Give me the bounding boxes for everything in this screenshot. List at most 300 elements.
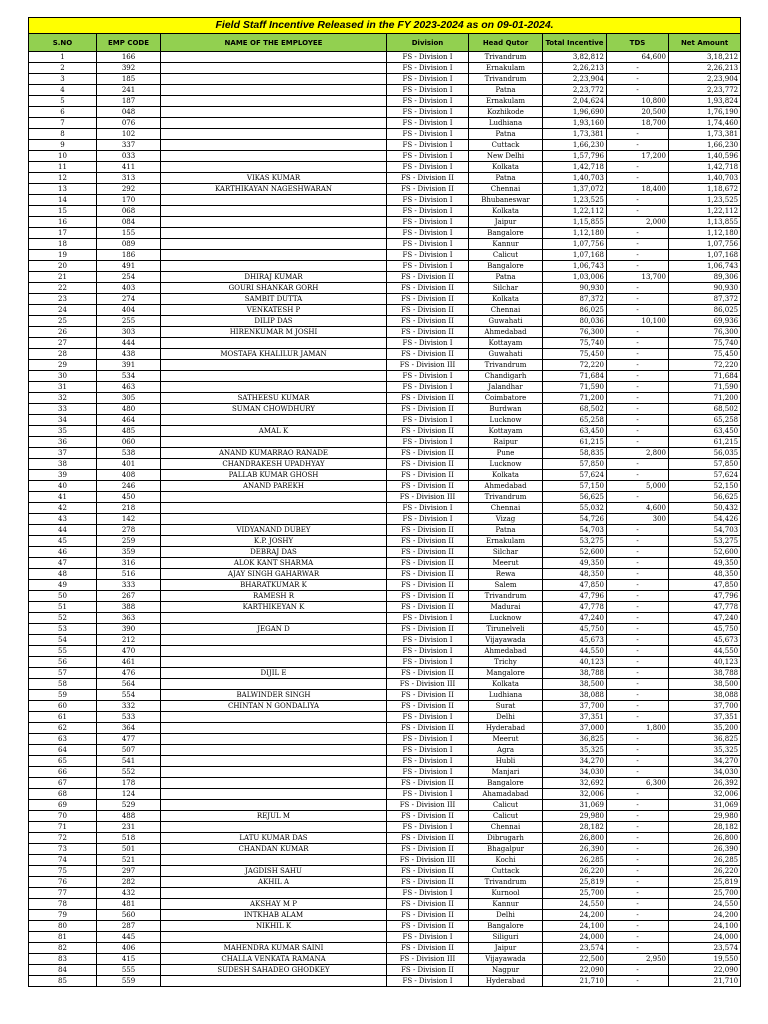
cell-net-amount: 1,13,855	[669, 217, 741, 228]
cell-total-incentive: 71,590	[543, 382, 607, 393]
cell-total-incentive: 37,351	[543, 712, 607, 723]
cell-emp-code: 332	[97, 701, 161, 712]
cell-emp-code: 445	[97, 932, 161, 943]
cell-tds: 2,950	[607, 954, 669, 965]
cell-total-incentive: 37,000	[543, 723, 607, 734]
cell-net-amount: 32,006	[669, 789, 741, 800]
cell-head-qutor: Kottayam	[469, 338, 543, 349]
cell-employee-name	[161, 800, 387, 811]
cell-sno: 7	[29, 118, 97, 129]
cell-employee-name	[161, 415, 387, 426]
cell-total-incentive: 1,42,718	[543, 162, 607, 173]
cell-net-amount: 25,700	[669, 888, 741, 899]
cell-emp-code: 267	[97, 591, 161, 602]
cell-sno: 80	[29, 921, 97, 932]
cell-tds: -	[607, 305, 669, 316]
cell-division: FS - Division II	[387, 778, 469, 789]
cell-total-incentive: 56,625	[543, 492, 607, 503]
table-row	[29, 668, 741, 679]
cell-tds: -	[607, 646, 669, 657]
cell-division: FS - Division III	[387, 360, 469, 371]
cell-employee-name: JAGDISH SAHU	[161, 866, 387, 877]
cell-total-incentive: 45,673	[543, 635, 607, 646]
cell-net-amount: 1,66,230	[669, 140, 741, 151]
cell-net-amount: 35,200	[669, 723, 741, 734]
cell-division: FS - Division I	[387, 371, 469, 382]
cell-head-qutor: Kolkata	[469, 162, 543, 173]
table-row	[29, 734, 741, 745]
cell-employee-name	[161, 360, 387, 371]
cell-head-qutor: Chennai	[469, 305, 543, 316]
cell-total-incentive: 34,030	[543, 767, 607, 778]
cell-emp-code: 481	[97, 899, 161, 910]
cell-net-amount: 26,392	[669, 778, 741, 789]
cell-division: FS - Division I	[387, 789, 469, 800]
cell-emp-code: 476	[97, 668, 161, 679]
cell-tds: -	[607, 569, 669, 580]
table-row	[29, 899, 741, 910]
cell-total-incentive: 24,550	[543, 899, 607, 910]
cell-total-incentive: 22,090	[543, 965, 607, 976]
table-row	[29, 591, 741, 602]
cell-head-qutor: Kolkata	[469, 679, 543, 690]
cell-emp-code: 241	[97, 85, 161, 96]
cell-head-qutor: Silchar	[469, 547, 543, 558]
cell-sno: 77	[29, 888, 97, 899]
cell-total-incentive: 65,258	[543, 415, 607, 426]
cell-tds: -	[607, 965, 669, 976]
cell-net-amount: 3,18,212	[669, 52, 741, 63]
cell-division: FS - Division I	[387, 437, 469, 448]
cell-total-incentive: 68,502	[543, 404, 607, 415]
cell-emp-code: 155	[97, 228, 161, 239]
table-row	[29, 503, 741, 514]
cell-emp-code: 185	[97, 74, 161, 85]
table-row	[29, 800, 741, 811]
cell-tds: -	[607, 349, 669, 360]
cell-emp-code: 477	[97, 734, 161, 745]
cell-division: FS - Division I	[387, 503, 469, 514]
cell-division: FS - Division II	[387, 294, 469, 305]
cell-tds: -	[607, 899, 669, 910]
cell-total-incentive: 1,12,180	[543, 228, 607, 239]
cell-tds: 5,000	[607, 481, 669, 492]
cell-emp-code: 068	[97, 206, 161, 217]
cell-division: FS - Division II	[387, 470, 469, 481]
cell-tds: -	[607, 74, 669, 85]
cell-net-amount: 53,275	[669, 536, 741, 547]
cell-employee-name	[161, 217, 387, 228]
cell-emp-code: 060	[97, 437, 161, 448]
table-row	[29, 118, 741, 129]
table-row	[29, 305, 741, 316]
table-row	[29, 624, 741, 635]
cell-tds: -	[607, 206, 669, 217]
table-row	[29, 85, 741, 96]
table-row	[29, 525, 741, 536]
cell-sno: 10	[29, 151, 97, 162]
cell-total-incentive: 2,26,213	[543, 63, 607, 74]
cell-sno: 50	[29, 591, 97, 602]
cell-sno: 56	[29, 657, 97, 668]
cell-emp-code: 274	[97, 294, 161, 305]
cell-net-amount: 38,088	[669, 690, 741, 701]
cell-tds: -	[607, 602, 669, 613]
cell-division: FS - Division II	[387, 921, 469, 932]
cell-employee-name	[161, 745, 387, 756]
cell-total-incentive: 28,182	[543, 822, 607, 833]
cell-sno: 13	[29, 184, 97, 195]
cell-sno: 82	[29, 943, 97, 954]
cell-head-qutor: Kannur	[469, 239, 543, 250]
header-tds: TDS	[607, 34, 669, 52]
cell-head-qutor: Cuttack	[469, 866, 543, 877]
cell-division: FS - Division II	[387, 184, 469, 195]
cell-division: FS - Division I	[387, 745, 469, 756]
cell-employee-name: VENKATESH P	[161, 305, 387, 316]
cell-head-qutor: Kannur	[469, 899, 543, 910]
cell-employee-name	[161, 250, 387, 261]
table-row	[29, 327, 741, 338]
cell-tds: -	[607, 470, 669, 481]
cell-net-amount: 47,796	[669, 591, 741, 602]
cell-emp-code: 438	[97, 349, 161, 360]
header-net-amount: Net Amount	[669, 34, 741, 52]
cell-sno: 24	[29, 305, 97, 316]
table-row	[29, 822, 741, 833]
cell-division: FS - Division II	[387, 349, 469, 360]
table-row	[29, 536, 741, 547]
cell-emp-code: 303	[97, 327, 161, 338]
cell-tds: -	[607, 921, 669, 932]
cell-total-incentive: 32,692	[543, 778, 607, 789]
cell-division: FS - Division II	[387, 448, 469, 459]
cell-emp-code: 538	[97, 448, 161, 459]
cell-head-qutor: Lucknow	[469, 459, 543, 470]
cell-net-amount: 61,215	[669, 437, 741, 448]
cell-net-amount: 1,18,672	[669, 184, 741, 195]
cell-employee-name	[161, 107, 387, 118]
cell-emp-code: 391	[97, 360, 161, 371]
cell-net-amount: 1,22,112	[669, 206, 741, 217]
cell-division: FS - Division I	[387, 734, 469, 745]
cell-net-amount: 1,40,703	[669, 173, 741, 184]
cell-net-amount: 1,40,596	[669, 151, 741, 162]
cell-tds: -	[607, 228, 669, 239]
cell-head-qutor: Kozhikode	[469, 107, 543, 118]
cell-total-incentive: 1,03,006	[543, 272, 607, 283]
table-row	[29, 745, 741, 756]
cell-emp-code: 516	[97, 569, 161, 580]
cell-net-amount: 24,100	[669, 921, 741, 932]
cell-sno: 38	[29, 459, 97, 470]
cell-emp-code: 533	[97, 712, 161, 723]
cell-emp-code: 555	[97, 965, 161, 976]
cell-head-qutor: Patna	[469, 173, 543, 184]
cell-division: FS - Division I	[387, 415, 469, 426]
cell-tds: -	[607, 393, 669, 404]
cell-total-incentive: 25,819	[543, 877, 607, 888]
cell-net-amount: 1,23,525	[669, 195, 741, 206]
cell-tds: -	[607, 338, 669, 349]
cell-sno: 19	[29, 250, 97, 261]
table-row	[29, 932, 741, 943]
cell-employee-name	[161, 118, 387, 129]
cell-tds: -	[607, 261, 669, 272]
cell-head-qutor: Ahmedabad	[469, 646, 543, 657]
cell-total-incentive: 26,285	[543, 855, 607, 866]
cell-employee-name: RAMESH R	[161, 591, 387, 602]
cell-employee-name	[161, 822, 387, 833]
cell-tds: -	[607, 712, 669, 723]
cell-head-qutor: Tirunelveli	[469, 624, 543, 635]
cell-employee-name	[161, 635, 387, 646]
cell-employee-name	[161, 382, 387, 393]
cell-tds: -	[607, 591, 669, 602]
cell-total-incentive: 38,788	[543, 668, 607, 679]
cell-sno: 60	[29, 701, 97, 712]
cell-sno: 45	[29, 536, 97, 547]
cell-total-incentive: 40,123	[543, 657, 607, 668]
cell-tds: -	[607, 811, 669, 822]
cell-net-amount: 45,673	[669, 635, 741, 646]
cell-total-incentive: 87,372	[543, 294, 607, 305]
cell-sno: 59	[29, 690, 97, 701]
cell-head-qutor: Trivandrum	[469, 591, 543, 602]
cell-emp-code: 461	[97, 657, 161, 668]
cell-net-amount: 90,930	[669, 283, 741, 294]
table-row	[29, 96, 741, 107]
cell-head-qutor: Patna	[469, 129, 543, 140]
cell-total-incentive: 26,800	[543, 833, 607, 844]
cell-sno: 81	[29, 932, 97, 943]
cell-total-incentive: 76,300	[543, 327, 607, 338]
cell-emp-code: 444	[97, 338, 161, 349]
table-row	[29, 602, 741, 613]
incentive-table	[28, 17, 741, 987]
cell-sno: 71	[29, 822, 97, 833]
cell-net-amount: 57,624	[669, 470, 741, 481]
cell-sno: 44	[29, 525, 97, 536]
cell-net-amount: 2,23,772	[669, 85, 741, 96]
cell-total-incentive: 2,23,904	[543, 74, 607, 85]
cell-tds: 18,700	[607, 118, 669, 129]
cell-division: FS - Division II	[387, 833, 469, 844]
cell-tds: -	[607, 250, 669, 261]
cell-employee-name: JEGAN D	[161, 624, 387, 635]
cell-sno: 35	[29, 426, 97, 437]
cell-sno: 9	[29, 140, 97, 151]
cell-net-amount: 28,182	[669, 822, 741, 833]
cell-employee-name: DEBRAJ DAS	[161, 547, 387, 558]
cell-division: FS - Division I	[387, 118, 469, 129]
cell-sno: 29	[29, 360, 97, 371]
cell-sno: 36	[29, 437, 97, 448]
cell-employee-name: CHANDRAKESH UPADHYAY	[161, 459, 387, 470]
cell-sno: 37	[29, 448, 97, 459]
cell-tds: -	[607, 162, 669, 173]
table-row	[29, 151, 741, 162]
cell-emp-code: 464	[97, 415, 161, 426]
cell-sno: 76	[29, 877, 97, 888]
cell-division: FS - Division II	[387, 965, 469, 976]
cell-division: FS - Division I	[387, 85, 469, 96]
cell-total-incentive: 47,778	[543, 602, 607, 613]
cell-net-amount: 38,500	[669, 679, 741, 690]
cell-tds: -	[607, 734, 669, 745]
cell-net-amount: 86,025	[669, 305, 741, 316]
cell-net-amount: 1,76,190	[669, 107, 741, 118]
cell-employee-name	[161, 778, 387, 789]
table-row	[29, 283, 741, 294]
cell-emp-code: 463	[97, 382, 161, 393]
table-row	[29, 107, 741, 118]
cell-head-qutor: Mangalore	[469, 668, 543, 679]
cell-division: FS - Division II	[387, 624, 469, 635]
table-row	[29, 63, 741, 74]
cell-tds: -	[607, 525, 669, 536]
cell-division: FS - Division II	[387, 690, 469, 701]
cell-net-amount: 1,07,756	[669, 239, 741, 250]
cell-net-amount: 57,850	[669, 459, 741, 470]
cell-net-amount: 47,778	[669, 602, 741, 613]
cell-head-qutor: Trivandrum	[469, 877, 543, 888]
cell-employee-name	[161, 789, 387, 800]
cell-tds: -	[607, 492, 669, 503]
cell-total-incentive: 75,740	[543, 338, 607, 349]
cell-tds: -	[607, 415, 669, 426]
table-row	[29, 470, 741, 481]
cell-total-incentive: 36,825	[543, 734, 607, 745]
cell-net-amount: 22,090	[669, 965, 741, 976]
cell-emp-code: 470	[97, 646, 161, 657]
cell-division: FS - Division II	[387, 558, 469, 569]
cell-sno: 14	[29, 195, 97, 206]
cell-head-qutor: Pune	[469, 448, 543, 459]
cell-head-qutor: Lucknow	[469, 415, 543, 426]
cell-emp-code: 363	[97, 613, 161, 624]
cell-division: FS - Division I	[387, 932, 469, 943]
cell-sno: 6	[29, 107, 97, 118]
cell-net-amount: 2,23,904	[669, 74, 741, 85]
cell-net-amount: 24,200	[669, 910, 741, 921]
cell-head-qutor: Chennai	[469, 822, 543, 833]
cell-total-incentive: 1,96,690	[543, 107, 607, 118]
table-row	[29, 228, 741, 239]
cell-emp-code: 488	[97, 811, 161, 822]
cell-employee-name	[161, 206, 387, 217]
cell-employee-name: CHALLA VENKATA RAMANA	[161, 954, 387, 965]
cell-division: FS - Division I	[387, 151, 469, 162]
cell-division: FS - Division II	[387, 547, 469, 558]
cell-head-qutor: Coimbatore	[469, 393, 543, 404]
cell-emp-code: 415	[97, 954, 161, 965]
cell-net-amount: 29,980	[669, 811, 741, 822]
cell-tds: -	[607, 701, 669, 712]
cell-total-incentive: 38,088	[543, 690, 607, 701]
cell-head-qutor: Ernakulam	[469, 96, 543, 107]
cell-employee-name	[161, 712, 387, 723]
table-row	[29, 547, 741, 558]
cell-employee-name	[161, 492, 387, 503]
cell-emp-code: 102	[97, 129, 161, 140]
cell-head-qutor: Bangalore	[469, 778, 543, 789]
table-row	[29, 294, 741, 305]
cell-tds: -	[607, 283, 669, 294]
cell-sno: 62	[29, 723, 97, 734]
cell-tds: 18,400	[607, 184, 669, 195]
cell-head-qutor: Cuttack	[469, 140, 543, 151]
cell-division: FS - Division II	[387, 866, 469, 877]
cell-total-incentive: 61,215	[543, 437, 607, 448]
cell-total-incentive: 1,15,855	[543, 217, 607, 228]
cell-net-amount: 25,819	[669, 877, 741, 888]
cell-emp-code: 166	[97, 52, 161, 63]
cell-division: FS - Division II	[387, 525, 469, 536]
cell-division: FS - Division I	[387, 822, 469, 833]
cell-head-qutor: Kurnool	[469, 888, 543, 899]
header-total-incentive: Total Incentive	[543, 34, 607, 52]
cell-sno: 69	[29, 800, 97, 811]
cell-total-incentive: 63,450	[543, 426, 607, 437]
cell-emp-code: 564	[97, 679, 161, 690]
cell-employee-name: ANAND PAREKH	[161, 481, 387, 492]
cell-total-incentive: 58,835	[543, 448, 607, 459]
table-row	[29, 767, 741, 778]
cell-sno: 84	[29, 965, 97, 976]
cell-net-amount: 1,73,381	[669, 129, 741, 140]
cell-net-amount: 35,325	[669, 745, 741, 756]
table-row	[29, 481, 741, 492]
cell-employee-name: PALLAB KUMAR GHOSH	[161, 470, 387, 481]
cell-division: FS - Division I	[387, 239, 469, 250]
cell-emp-code: 521	[97, 855, 161, 866]
cell-employee-name	[161, 140, 387, 151]
cell-division: FS - Division III	[387, 855, 469, 866]
table-row	[29, 173, 741, 184]
cell-emp-code: 333	[97, 580, 161, 591]
cell-total-incentive: 32,006	[543, 789, 607, 800]
cell-net-amount: 63,450	[669, 426, 741, 437]
cell-division: FS - Division I	[387, 63, 469, 74]
cell-head-qutor: Ernakulam	[469, 536, 543, 547]
cell-sno: 5	[29, 96, 97, 107]
cell-sno: 75	[29, 866, 97, 877]
cell-employee-name	[161, 767, 387, 778]
cell-emp-code: 076	[97, 118, 161, 129]
table-row	[29, 129, 741, 140]
cell-division: FS - Division II	[387, 173, 469, 184]
cell-sno: 3	[29, 74, 97, 85]
table-row	[29, 52, 741, 63]
cell-division: FS - Division I	[387, 613, 469, 624]
cell-sno: 23	[29, 294, 97, 305]
cell-total-incentive: 1,40,703	[543, 173, 607, 184]
cell-head-qutor: Vijayawada	[469, 954, 543, 965]
cell-head-qutor: Guwahati	[469, 349, 543, 360]
cell-employee-name: REJUL M	[161, 811, 387, 822]
cell-head-qutor: Salem	[469, 580, 543, 591]
cell-head-qutor: Patna	[469, 85, 543, 96]
cell-tds: 4,600	[607, 503, 669, 514]
cell-sno: 83	[29, 954, 97, 965]
table-row	[29, 371, 741, 382]
table-row	[29, 635, 741, 646]
cell-emp-code: 501	[97, 844, 161, 855]
cell-tds: -	[607, 833, 669, 844]
cell-division: FS - Division II	[387, 481, 469, 492]
cell-total-incentive: 24,100	[543, 921, 607, 932]
